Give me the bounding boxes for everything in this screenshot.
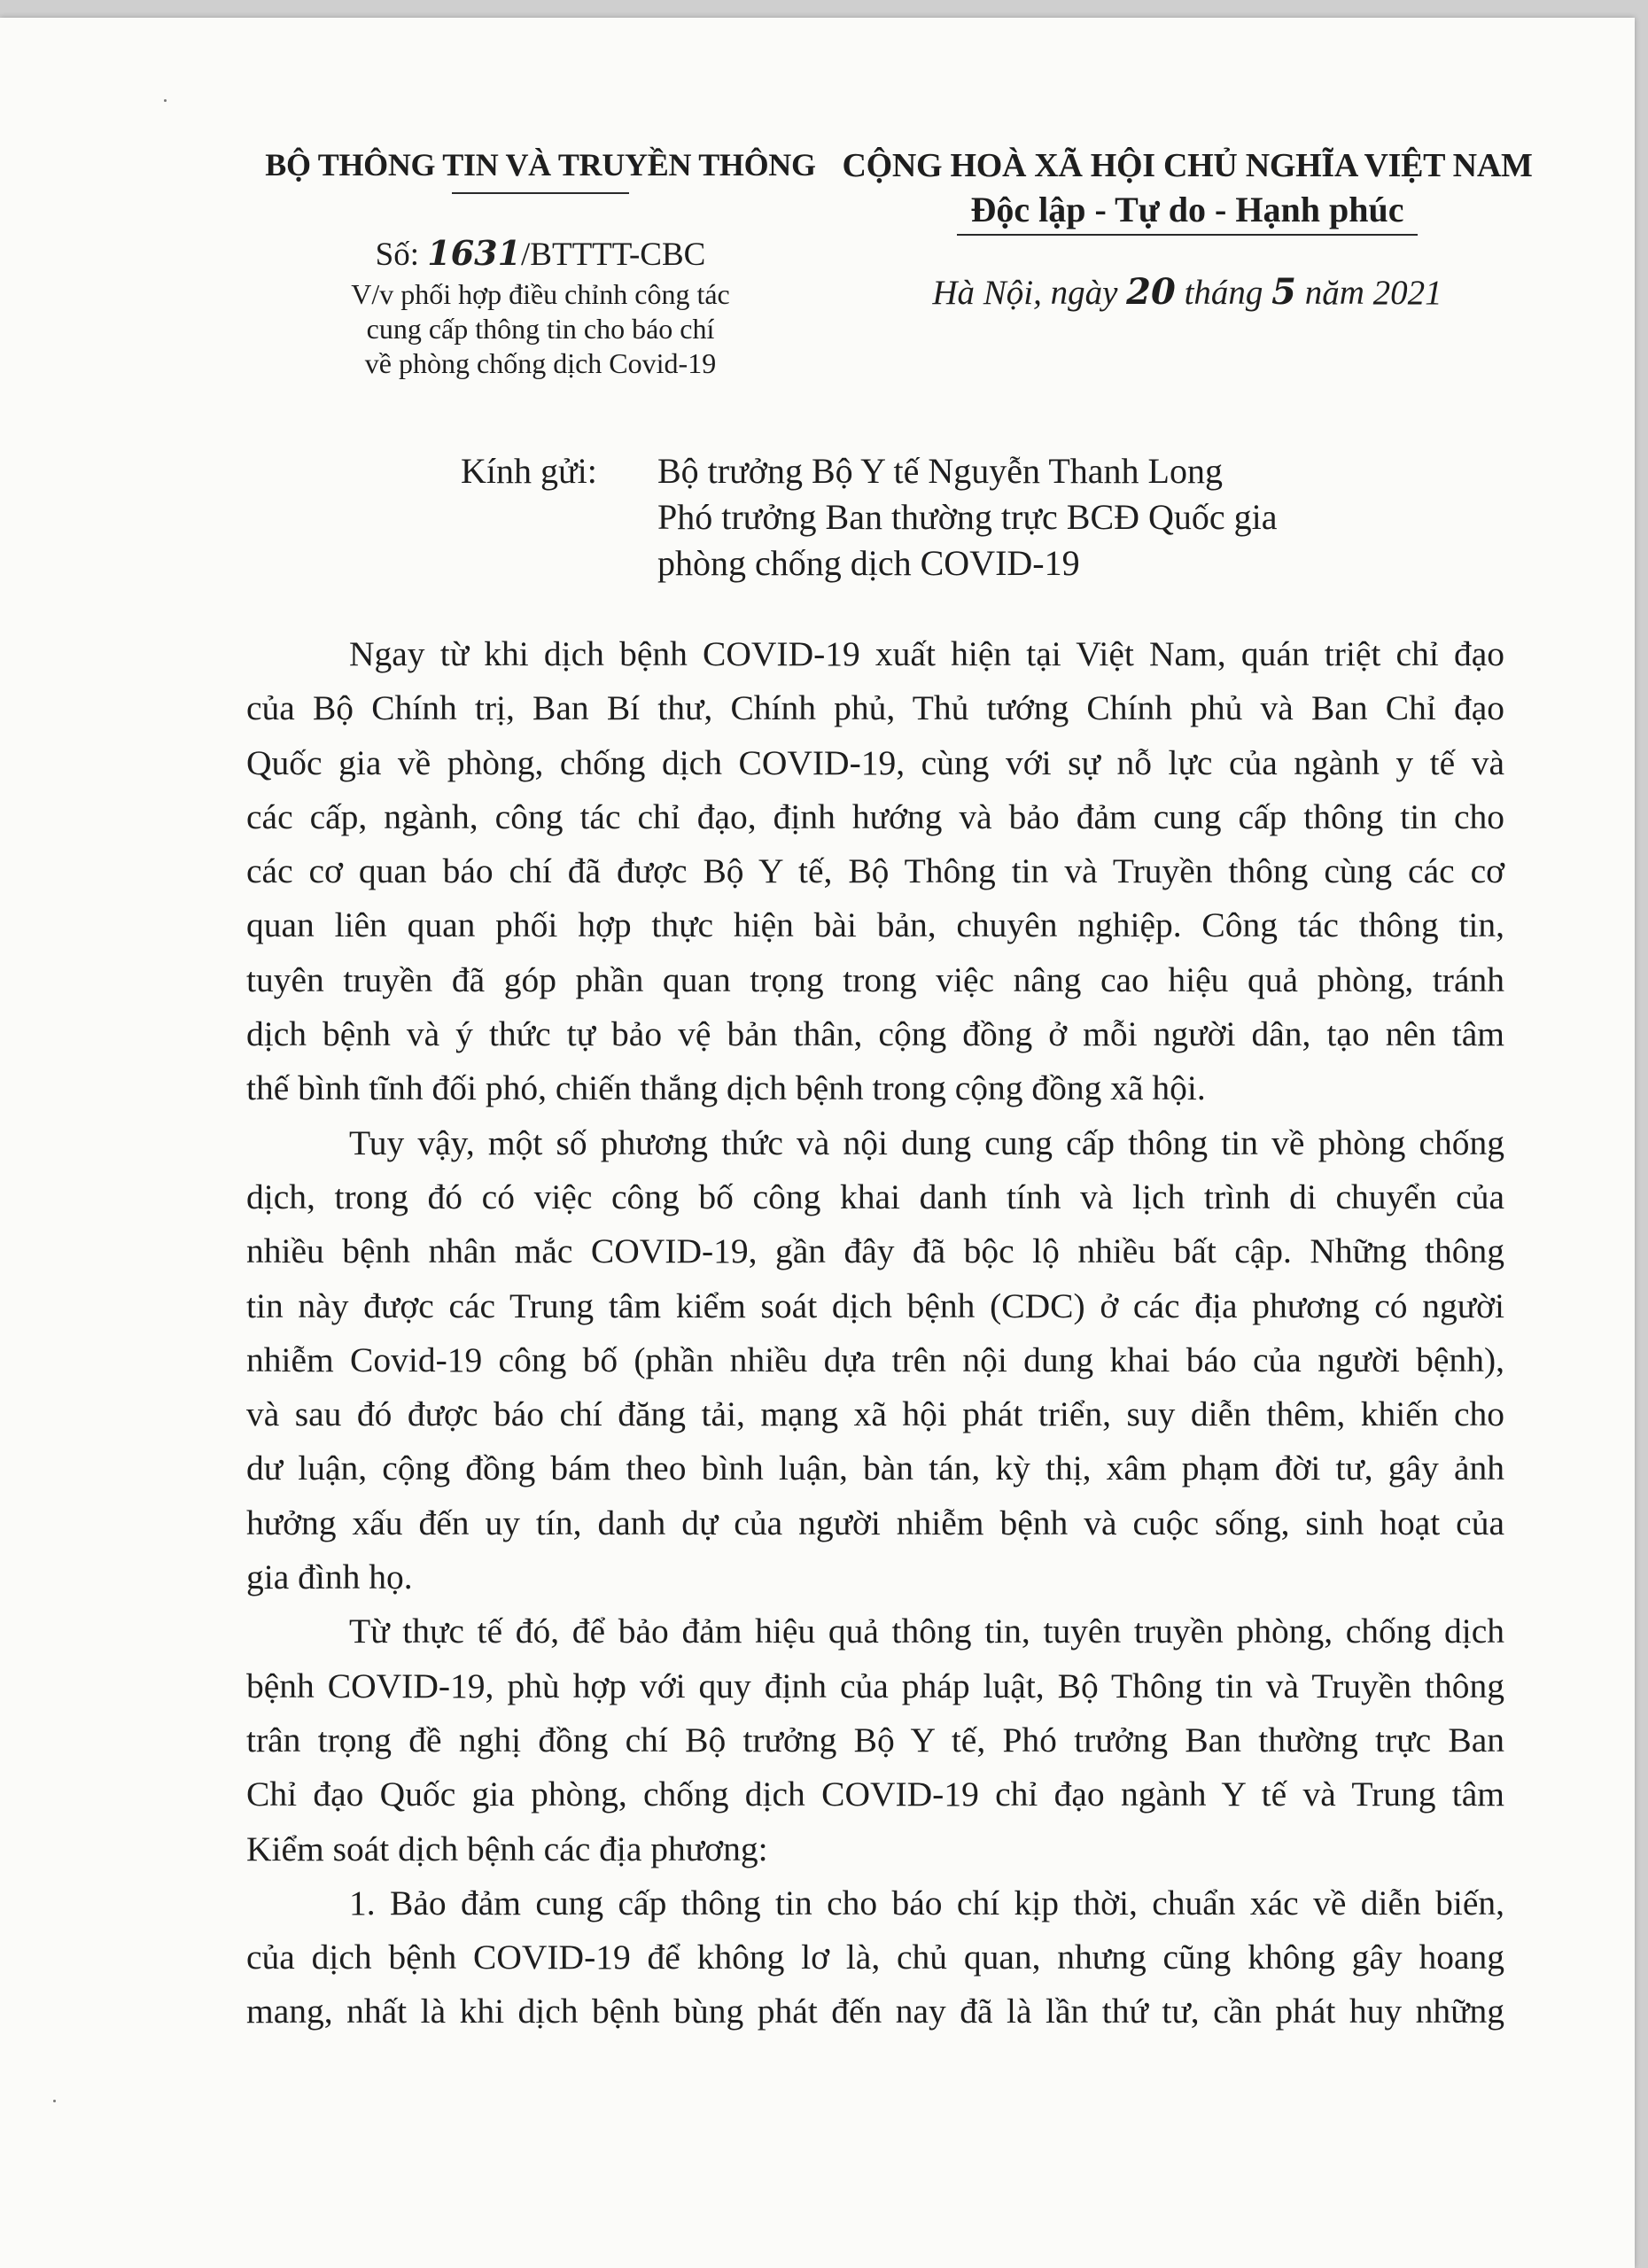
body-line: của Bộ Chính trị, Ban Bí thư, Chính phủ, Thủ tướng Chính phủ và Ban Chỉ đạo <box>246 688 1504 728</box>
paragraph-1 <box>246 627 1504 1116</box>
body-line: Quốc gia về phòng, chống dịch COVID-19, cùng với sự nỗ lực của ngành y tế và <box>246 742 1504 782</box>
document-number <box>257 233 824 274</box>
issuing-agency: BỘ THÔNG TIN VÀ TRUYỀN THÔNG <box>265 147 816 183</box>
year-text: năm 2021 <box>1304 274 1442 312</box>
country-name: CỘNG HOÀ XÃ HỘI CHỦ NGHĨA VIỆT NAM <box>842 147 1533 184</box>
body-line: mang, nhất là khi dịch bệnh bùng phát đến nay đã là lần thứ tư, cần phát huy những <box>246 1992 1504 2031</box>
month-handwritten: 5 <box>1271 271 1296 313</box>
body-line: Từ thực tế đó, để bảo đảm hiệu quả thông tin, tuyên truyền phòng, chống dịch <box>349 1612 1504 1651</box>
number-handwritten: 1631 <box>427 233 522 273</box>
body-line: bệnh COVID-19, phù hợp với quy định của pháp luật, Bộ Thông tin và Truyền thông <box>246 1666 1504 1705</box>
body-line: dịch, trong đó có việc công bố công khai danh tính và lịch trình di chuyển của <box>246 1177 1504 1216</box>
body-line: 1. Bảo đảm cung cấp thông tin cho báo chí kịp thời, chuẩn xác về diễn biến, <box>349 1883 1504 1922</box>
number-prefix: Số: <box>375 237 419 273</box>
body-line: dịch bệnh và ý thức tự bảo vệ bản thân, cộng đồng ở mỗi người dân, tạo nên tâm <box>246 1014 1504 1054</box>
motto-underline <box>957 234 1418 236</box>
body-line: thế bình tĩnh đối phó, chiến thắng dịch bệnh trong cộng đồng xã hội. <box>246 1068 1206 1108</box>
place-date-prefix: Hà Nội, ngày <box>932 274 1118 312</box>
place-and-date <box>837 271 1537 313</box>
scan-border-right <box>1635 0 1648 2268</box>
agency-underline <box>452 192 629 194</box>
subject-line-1: V/v phối hợp điều chỉnh công tác <box>351 278 730 310</box>
body-line: các cơ quan báo chí đã được Bộ Y tế, Bộ Thông tin và Truyền thông cùng các cơ <box>246 851 1504 891</box>
national-header <box>837 146 1537 313</box>
paragraph-3 <box>246 1604 1504 1876</box>
subject-line-2: cung cấp thông tin cho báo chí <box>366 313 715 345</box>
body-line: tuyên truyền đã góp phần quan trọng trong việc nâng cao hiệu quả phòng, tránh <box>246 959 1504 999</box>
body-line: quan liên quan phối hợp thực hiện bài bản, chuyên nghiệp. Công tác thông tin, <box>246 905 1504 945</box>
addressee-line-1: Bộ trưởng Bộ Y tế Nguyễn Thanh Long <box>657 451 1223 491</box>
number-suffix: /BTTTT-CBC <box>521 237 706 273</box>
body-line: Kiểm soát dịch bệnh các địa phương: <box>246 1829 768 1868</box>
document-page <box>0 18 1635 2268</box>
body-line: tin này được các Trung tâm kiểm soát dịch bệnh (CDC) ở các địa phương có người <box>246 1285 1504 1325</box>
body-line: của dịch bệnh COVID-19 để không lơ là, chủ quan, nhưng cũng không gây hoang <box>246 1938 1504 1977</box>
body-line: Tuy vậy, một số phương thức và nội dung cung cấp thông tin về phòng chống <box>349 1122 1504 1162</box>
scan-speck <box>53 2100 56 2102</box>
body-line: hưởng xấu đến uy tín, danh dự của người nhiễm bệnh và cuộc sống, sinh hoạt của <box>246 1503 1504 1542</box>
addressee-line-3: phòng chống dịch COVID-19 <box>657 543 1080 583</box>
addressee-line-2: Phó trưởng Ban thường trực BCĐ Quốc gia <box>657 497 1278 537</box>
body-line: Ngay từ khi dịch bệnh COVID-19 xuất hiện tại Việt Nam, quán triệt chỉ đạo <box>349 634 1504 673</box>
subject-line-3: về phòng chống dịch Covid-19 <box>364 347 717 379</box>
body-line: nhiễm Covid-19 công bố (phần nhiều dựa trên nội dung khai báo của người bệnh), <box>246 1340 1504 1379</box>
day-handwritten: 20 <box>1126 271 1176 313</box>
body-line: Chỉ đạo Quốc gia phòng, chống dịch COVID-19 chỉ đạo ngành Y tế và Trung tâm <box>246 1775 1504 1814</box>
month-word: tháng <box>1184 274 1263 312</box>
issuer-block <box>257 146 824 381</box>
paragraph-2 <box>246 1116 1504 1605</box>
letter-body <box>246 627 1504 2039</box>
body-line: trân trọng đề nghị đồng chí Bộ trưởng Bộ Y tế, Phó trưởng Ban thường trực Ban <box>246 1720 1504 1759</box>
addressee-lines <box>657 448 1526 586</box>
paragraph-4 <box>246 1876 1504 2039</box>
scan-speck <box>164 99 167 102</box>
scan-border-top <box>0 0 1648 18</box>
body-line: gia đình họ. <box>246 1557 413 1597</box>
body-line: các cấp, ngành, công tác chỉ đạo, định hướng và bảo đảm cung cấp thông tin cho <box>246 796 1504 836</box>
body-line: nhiều bệnh nhân mắc COVID-19, gần đây đã bộc lộ nhiều bất cập. Những thông <box>246 1231 1504 1271</box>
body-line: dư luận, cộng đồng bám theo bình luận, bàn tán, kỳ thị, xâm phạm đời tư, gây ảnh <box>246 1449 1504 1488</box>
national-motto: Độc lập - Tự do - Hạnh phúc <box>970 190 1404 229</box>
subject-line <box>257 277 824 381</box>
body-line: và sau đó được báo chí đăng tải, mạng xã hội phát triển, suy diễn thêm, khiến cho <box>246 1394 1504 1434</box>
addressee-label: Kính gửi: <box>461 451 597 491</box>
